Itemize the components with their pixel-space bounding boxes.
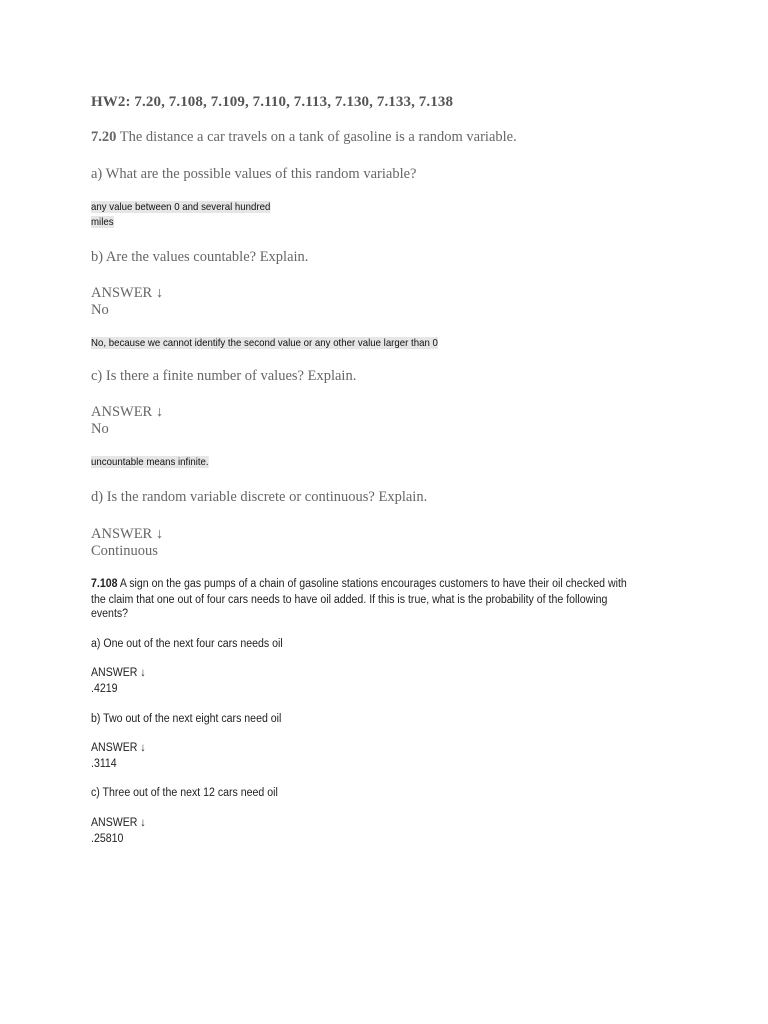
- question-number: 7.108: [91, 578, 118, 590]
- question-7-108-a: a) One out of the next four cars needs oil: [91, 638, 283, 650]
- question-number: 7.20: [91, 129, 117, 145]
- question-7-108-prompt-line1: 7.108 A sign on the gas pumps of a chain of gasoline stations encourages customers to have their oil checked with: [91, 578, 627, 590]
- answer-7-108-b: .3114: [91, 758, 117, 770]
- explanation-7-20-b: No, because we cannot identify the second value or any other value larger than 0: [91, 337, 438, 349]
- answer-7-20-a-line1: any value between 0 and several hundred: [91, 201, 271, 213]
- question-7-20-c: c) Is there a finite number of values? Explain.: [91, 368, 357, 384]
- answer-7-108-a: .4219: [91, 683, 118, 695]
- answer-7-108-c: .25810: [91, 833, 124, 845]
- question-7-20-prompt: [91, 129, 517, 146]
- answer-7-20-d: Continuous: [91, 543, 158, 559]
- question-7-108-b: b) Two out of the next eight cars need oil: [91, 713, 282, 725]
- question-7-20-b: b) Are the values countable? Explain.: [91, 249, 309, 265]
- answer-7-20-c: No: [91, 421, 109, 437]
- answer-label-7-108-c: ANSWER ↓: [91, 817, 146, 829]
- question-7-20-d: d) Is the random variable discrete or continuous? Explain.: [91, 489, 428, 505]
- question-7-108-c: c) Three out of the next 12 cars need oil: [91, 787, 278, 799]
- explanation-7-20-c: uncountable means infinite.: [91, 456, 209, 468]
- answer-label-7-20-b: ANSWER ↓: [91, 285, 164, 301]
- question-text: The distance a car travels on a tank of gasoline is a random variable.: [119, 129, 517, 145]
- homework-title: HW2: 7.20, 7.108, 7.109, 7.110, 7.113, 7.130, 7.133, 7.138: [91, 94, 454, 110]
- question-7-108-prompt-line2: the claim that one out of four cars needs to have oil added. If this is true, what is the probability of the following: [91, 594, 608, 606]
- answer-7-20-a-line2: miles: [91, 216, 114, 228]
- answer-7-20-b: No: [91, 302, 109, 318]
- question-7-20-a: a) What are the possible values of this random variable?: [91, 166, 417, 182]
- answer-label-7-108-a: ANSWER ↓: [91, 667, 146, 679]
- answer-label-7-20-d: ANSWER ↓: [91, 526, 164, 542]
- question-7-108-prompt-line3: events?: [91, 608, 129, 620]
- answer-label-7-108-b: ANSWER ↓: [91, 742, 146, 754]
- answer-label-7-20-c: ANSWER ↓: [91, 404, 164, 420]
